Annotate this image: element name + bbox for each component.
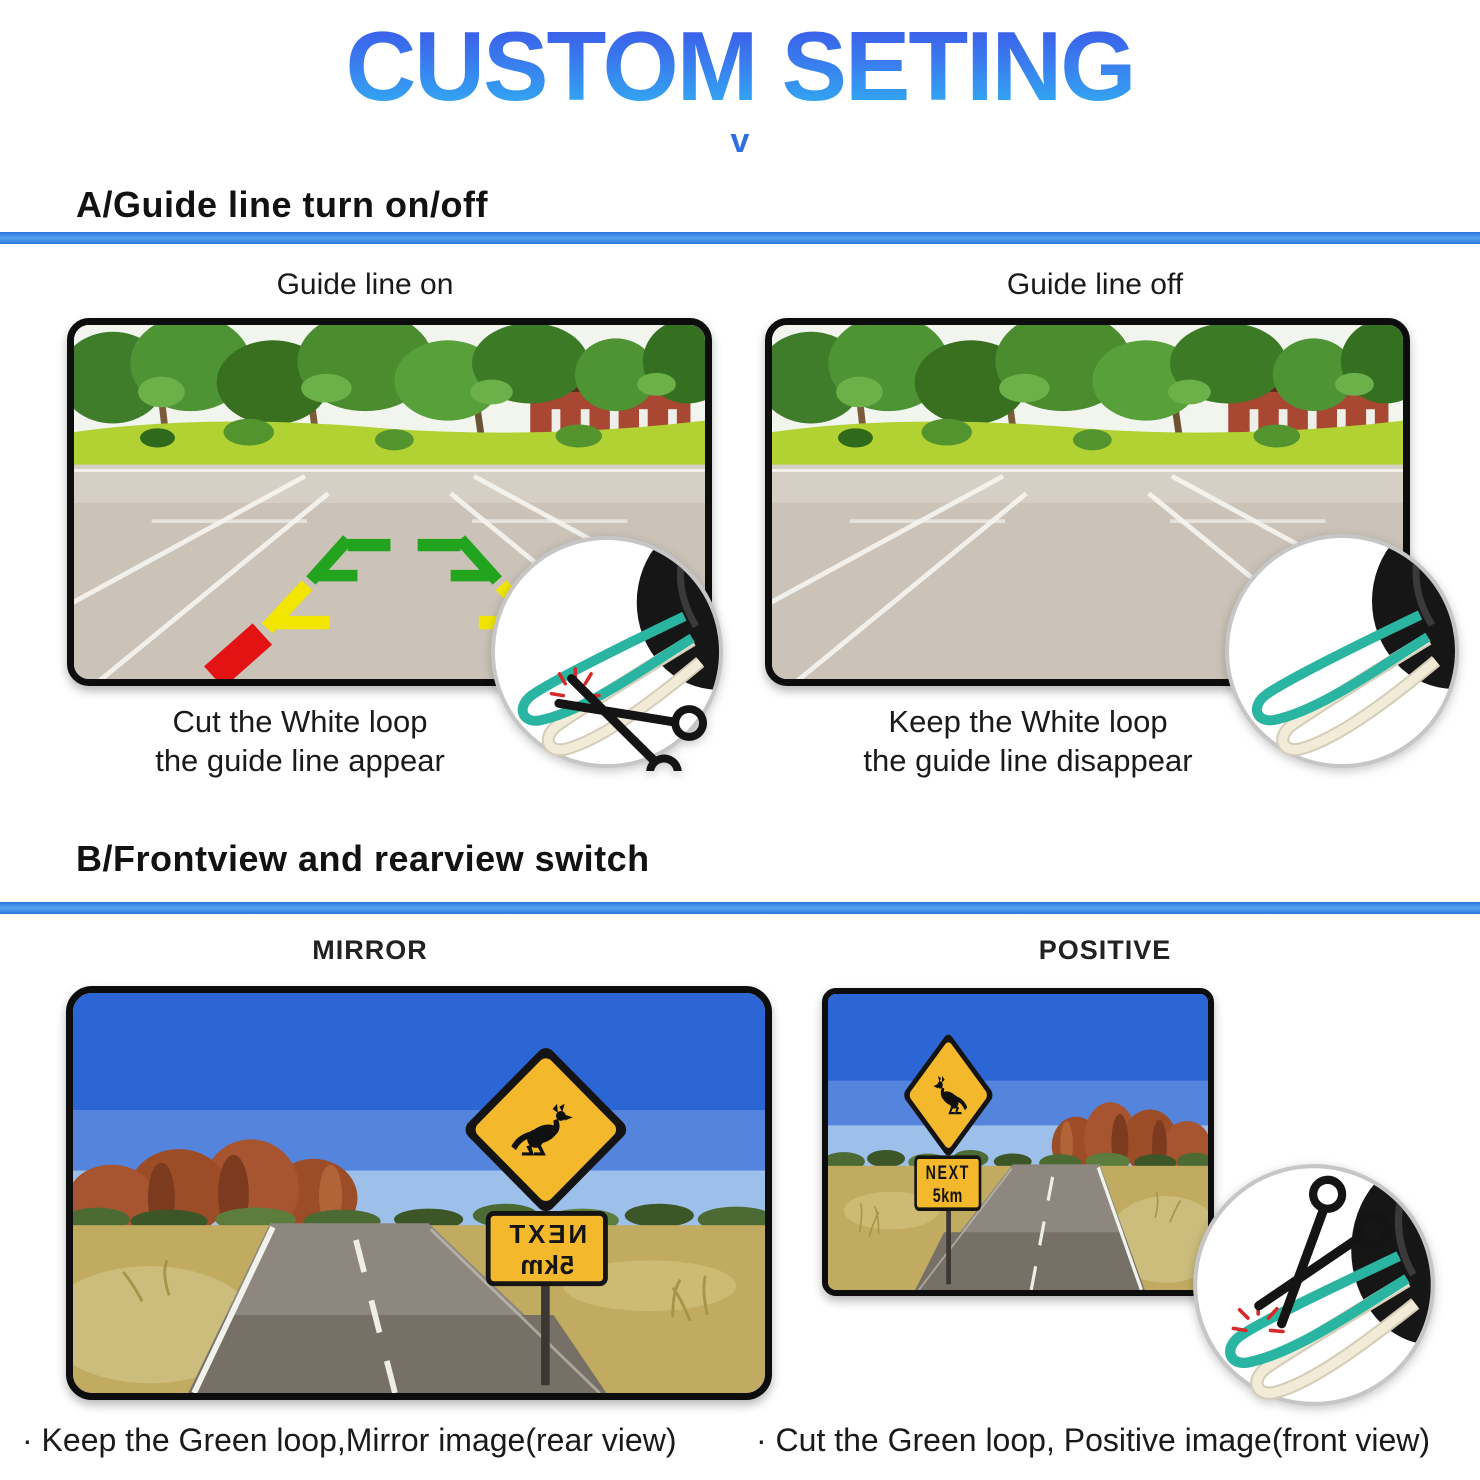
- page-title: CUSTOM SETING: [0, 10, 1480, 123]
- sign-pole: [541, 1284, 550, 1385]
- section-b-divider: [0, 902, 1480, 914]
- mirror-photo: [66, 986, 772, 1400]
- svg-text:NEXT: NEXT: [925, 1161, 970, 1184]
- section-b-heading: B/Frontview and rearview switch: [76, 838, 650, 879]
- positive-label: POSITIVE: [1038, 935, 1172, 965]
- section-a-divider: [0, 232, 1480, 244]
- next-5km-sign: [488, 1213, 605, 1283]
- mirror-caption: · Keep the Green loop,Mirror image(rear view): [22, 1422, 677, 1458]
- mirror-label: MIRROR: [312, 935, 428, 965]
- cut-green-loop-inset: [1190, 1160, 1438, 1410]
- next-5km-sign: [916, 1157, 980, 1209]
- svg-text:NEXT: NEXT: [506, 1218, 588, 1249]
- positive-caption: · Cut the Green loop, Positive image(front view): [756, 1422, 1431, 1458]
- svg-text:5km: 5km: [519, 1249, 575, 1281]
- svg-text:5km: 5km: [932, 1184, 963, 1207]
- positive-photo: [822, 988, 1214, 1296]
- guide-line-off-label: Guide line off: [1006, 268, 1184, 301]
- keep-white-loop-caption: Keep the White loop the guide line disappear: [863, 704, 1193, 778]
- section-a-heading: A/Guide line turn on/off: [76, 184, 488, 225]
- cut-white-loop-caption: Cut the White loop the guide line appear: [155, 704, 445, 778]
- chevron-down-icon: v: [730, 122, 750, 160]
- guide-line-on-label: Guide line on: [276, 268, 454, 301]
